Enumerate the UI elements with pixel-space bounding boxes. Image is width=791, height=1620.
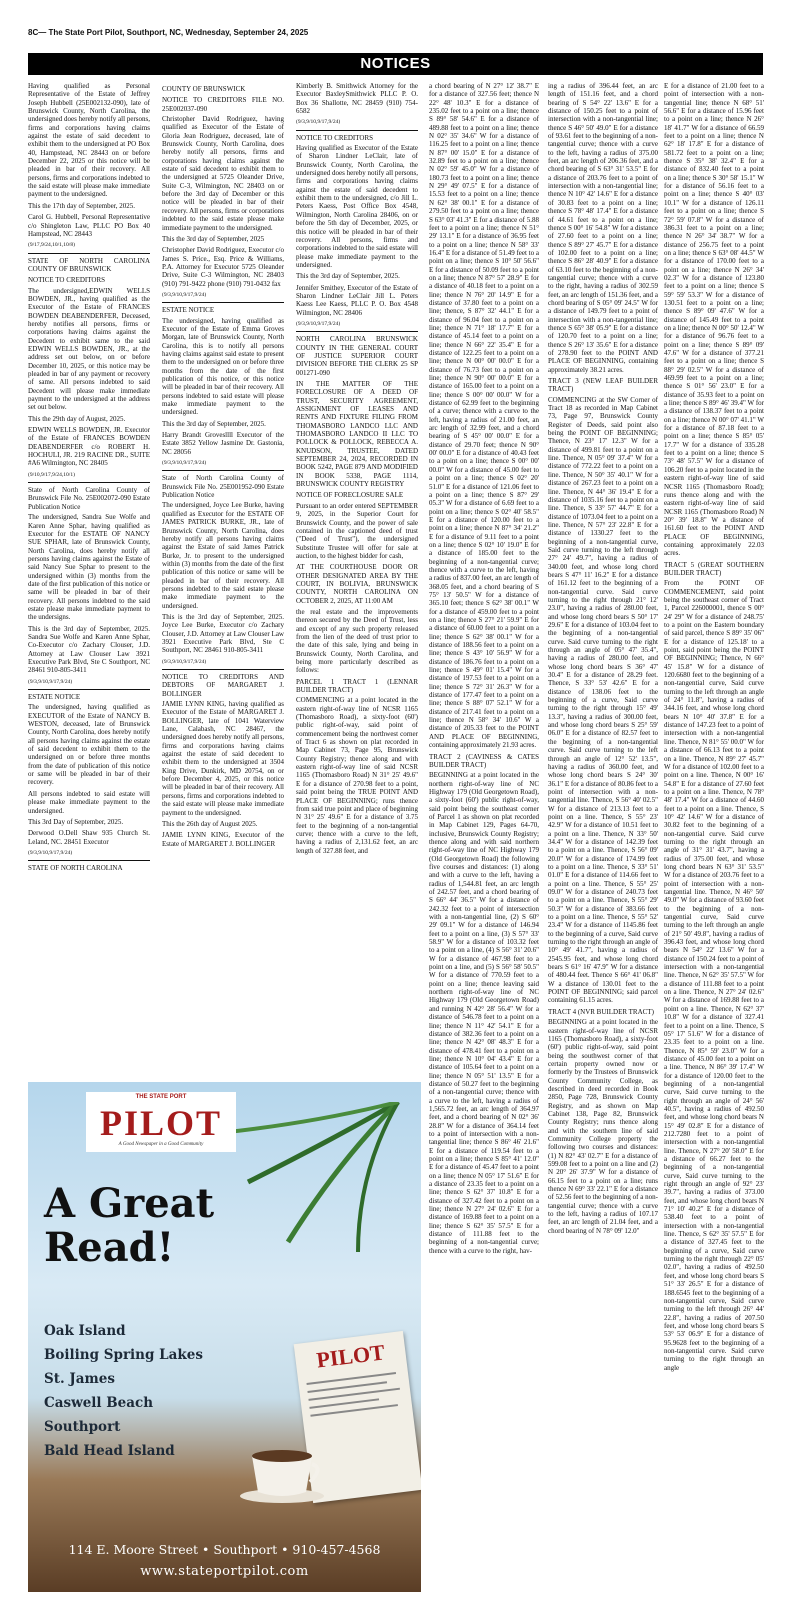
notice-paragraph: Having qualified as Executor of the Estate of Sharon Lindner LeClair, late of Brunswick County, North Carolina, the undersigned does hereby notify all persons, firms and corporations having claims against the estate of said decedent to exhibit them to the undersigned, c/o Jill L. Peters Kaess, Post Office Box 4548, Wilmington, North Carolina 28406, on or before the 5th day of December, 2025, or this notice will be pleaded in bar of their recovery. All persons, firms and corporations indebted to the said estate will please make immediate payment to the undersigned. [296, 144, 418, 269]
notice-paragraph: COMMENCING at a point located in the eastern right-of-way line of NCSR 1165 (Thomasboro Road), a sixty-foot (60') public right-of-way, said point of commencement being the northwest corner of Tract 6 as shown on plat recorded in Map Cabinet 73, Page 95, Brunswick County Registry; thence along and with eastern right-of-way line of said NCSR 1165 (Thomasboro Road) N 31° 25' 49.6" E for a distance of 270.98 feet to a point, said point being the TRUE POINT AND PLACE OF BEGINNING; runs thence from said true point and place of beginning N 31° 25' 49.6" E for a distance of 3.75 feet to the beginning of a non-tangential curve; thence with a curve to the left, having a radius of 2,131.62 feet, an arc length of 327.88 feet, and [296, 696, 418, 855]
notices-column-6 [664, 82, 764, 1594]
publication-dates: (9/3,9/10,9/17,9/24) [296, 320, 341, 327]
notice-paragraph: JAMIE LYNN KING, Executor of the Estate of MARGARET J. BOLLINGER [162, 831, 284, 848]
notice-heading: State of North Carolina County of Brunswick File No. 25E001952-090 Estate Publication Notice [162, 474, 284, 500]
publication-dates: (9/17,9/24,10/1,10/8) [28, 242, 75, 249]
place-item: Caswell Beach [44, 1395, 154, 1411]
notice-paragraph: Derwood O.Dell Shaw 935 Church St. Leland, NC. 28451 Executor [28, 829, 150, 846]
legal-description-text: From the POINT OF COMMENCEMENT, said point being the southeast corner of Tract 1, Parcel 226000001, thence S 00° 24' 29" W for a distance of 248.75' to a point on the Eastern boundary of said parcel, thence S 89° 35' 06" E for a distance of 125.18' to a point, said point being the POINT OF BEGINNING; Thence, N 66° 45' 15.8" W for a distance of 120.6680 feet to the beginning of a non-tangential curve, Said curve turning to the left through an angle of 24° 11.8", having a radius of 344.16 feet, and whose long chord bears N 10° 40' 37.8" E for a distance of 147.23 feet to a point of intersection with a non-tangential line. Thence, N 81° 55' 00.0" W for a distance of 66.13 feet to a point on a line. Thence, N 89° 27' 45.7" W for a distance of 102.00 feet to a point on a line. Thence, N 00° 16' 54.8" E for a distance of 27.60 feet to a point on a line. Thence, N 78° 48' 17.4" W for a distance of 44.60 feet to a point on a line. Thence, S 10° 42' 14.6" W for a distance of 30.82 feet to the beginning of a non-tangential curve. Said curve turning to the right through an angle of 31° 31' 43.7", having a radius of 375.00 feet, and whose long chord bears N 63° 31' 53.5" W for a distance of 203.76 feet to a point of intersection with a non-tangential line. Thence, N 46° 50' 49.0" W for a distance of 93.60 feet to the beginning of a non-tangential curve, Said curve turning to the left through an angle of 21° 50' 49.8", having a radius of 396.43 feet, and whose long chord bears N 54° 22' 13.6" W for a distance of 150.24 feet to a point of intersection with a non-tangential line. Thence, N 62° 35' 57.5" W for a distance of 111.88 feet to a point on a line. Thence, N 27° 24' 02.6" W for a distance of 169.88 feet to a point on a line. Thence, N 62° 37' 10.8" W for a distance of 327.41 feet to a point on a line. Thence, S 05° 17' 51.6" W for a distance of 23.35 feet to a point on a line. Thence, N 85° 59' 23.0" W for a distance of 45.00 feet to a point on a line. Thence, N 86° 39' 17.4" W for a distance of 120.00 feet to the beginning of a non-tangential curve, Said curve turning to the right through an angle of 24° 56' 40.5", having a radius of 492.50 feet, and whose long chord bears N 15° 49' 02.8" E for a distance of 212.7280 feet to a point of intersection with a non-tangential line. Thence, N 27° 20' 58.0" E for a distance of 66.27 feet to the beginning of a non-tangential curve, Said curve turning to the right through an angle of 92° 23' 39.7", having a radius of 373.00 feet, and whose long chord bears N 71° 10' 40.2" E for a distance of 538.40 feet to a point of intersection with a non-tangential line. Thence, S 62° 35' 57.5" E for a distance of 327.45 feet to the beginning of a curve, Said curve turning to the right through 22° 05' 02.0", having a radius of 492.50 feet, and whose long chord bears S 51° 33' 26.5" E for a distance of 188.6545 feet to the beginning of a non-tangential curve, Said curve turning to the left through 26° 44' 22.8", having a radius of 207.50 feet, and whose long chord bears S 53° 53' 06.9" E for a distance of 95.9628 feet to the beginning of a non-tangential curve. Said curve turning to the right through an angle [664, 579, 764, 1372]
legal-description-text: BEGINNING at a point located in the northern right-of-way line of NC Highway 179 (Old Georgetown Road), a sixty-foot (60') public right-of-way, said point being the southeast corner of Parcel 1 as shown on plat recorded in Map Cabinet 129, Pages 64-70, inclusive, Brunswick County Registry; thence along and with said northern right-of-way line of NC Highway 179 (Old Georgetown Road) the following five courses and distances: (1) along and with a curve to the left, having a radius of 1,544.81 feet, an arc length of 242.57 feet, and a chord bearing of S 66° 44' 36.5" W for a distance of 242.32 feet to a point of intersection with a non-tangential line, (2) S 60° 29' 09.1" W for a distance of 146.94 feet to a point on a line, (3) S 57° 33' 58.9" W for a distance of 103.32 feet to a point on a line, (4) S 56° 31' 20.6" W for a distance of 467.98 feet to a point on a line, and (5) S 56° 58' 50.5" W for a distance of 770.59 feet to a point on a line; thence leaving said northern right-of-way line of NC Highway 179 (Old Georgetown Road) and running N 42° 28' 56.4" W for a distance of 546.78 feet to a point on a line; thence N 11° 42' 54.1" E for a distance of 382.36 feet to a point on a line; thence N 42° 08' 48.3" E for a distance of 478.41 feet to a point on a line; thence N 10° 04' 43.4" E for a distance of 105.64 feet to a point on a line; thence N 05° 51' 13.5" E for a distance of 50.27 feet to the beginning of a non-tangential curve; thence with a curve to the left, having a radius of 1,565.72 feet, an arc length of 364.97 feet, and a chord bearing of N 02° 36' 28.8" W for a distance of 364.14 feet to a point of intersection with a non-tangential line; thence S 86° 46' 21.6" E for a distance of 119.54 feet to a point on a line; thence S 85° 41' 12.0" E for a distance of 45.47 feet to a point on a line; thence N 05° 17' 51.6" E for a distance of 23.35 feet to a point on a line; thence S 62° 37' 10.8" E for a distance of 327.42 feet to a point on a line; thence N 27° 24' 02.6" E for a distance of 169.88 feet to a point on a line; thence S 62° 35' 57.5" E for a distance of 111.88 feet to the beginning of a non-tangential curve; thence with a curve to the right, hav- [429, 771, 539, 1255]
notice-paragraph: This the 3rd day of September, 2025. [296, 272, 400, 281]
notice-paragraph: This is the 3rd day of September, 2025. Joyce Lee Burke, Executor c/o Zachary Clouser, J.D. Attorney at Law Clouser Law 3921 Executive Park Blvd, Ste C Southport, NC 28461 910-805-3411 [162, 612, 284, 655]
legal-description-text: ing a radius of 396.44 feet, an arc length of 151.16 feet, and a chord bearing of S 54° 22' 13.6" E for a distance of 150.25 feet to a point of intersection with a non-tangential line; thence S 46° 50' 49.0" E for a distance of 93.61 feet to the beginning of a non-tangential curve; thence with a curve to the left, having a radius of 375.00 feet, an arc length of 206.36 feet, and a chord bearing of S 63° 31' 53.5" E for a distance of 203.76 feet to a point of intersection with a non-tangential line; thence N 10° 42' 14.6" E for a distance of 30.83 feet to a point on a line; thence S 78° 48' 17.4" E for a distance of 44.61 feet to a point on a line; thence S 00° 16' 54.8" W for a distance of 27.60 feet to a point on a line; thence S 89° 27' 45.7" E for a distance of 102.00 feet to a point on a line; thence S 86° 28' 40.9" E for a distance of 63.10 feet to the beginning of a non-tangential curve; thence with a curve to the right, having a radius of 302.59 feet, an arc length of 151.36 feet, and a chord bearing of S 05° 09' 24.5" W for a distance of 149.79 feet to a point of intersection with a non-tangential line; thence S 65° 38' 05.9" E for a distance of 120.70 feet to a point on a line; thence S 26° 13' 35.6" E for a distance of 278.90 feet to the POINT AND PLACE OF BEGINNING, containing approximately 38.21 acres. [548, 82, 658, 374]
ad-places-list [44, 1319, 203, 1463]
legal-description-text: E for a distance of 21.00 feet to a point of intersection with a non-tangential line; thence N 68° 51' 56.6" E for a distance of 15.96 feet to a point on a line; thence N 26° 18' 41.7" W for a distance of 66.59 feet to a point on a line; thence N 62° 18' 17.8" E for a distance of 581.72 feet to a point on a line; thence S 35° 38' 32.4" E for a distance of 832.40 feet to a point on a line; thence S 30° 58' 15.1" W for a distance of 56.16 feet to a point on a line; thence S 40° 03' 10.1" W for a distance of 126.11 feet to a point on a line; thence S 72° 59' 07.8" W for a distance of 386.31 feet to a point on a line; thence N 26° 34' 38.7" W for a distance of 256.75 feet to a point on a line; thence S 63° 08' 44.5" W for a distance of 170.00 feet to a point on a line; thence N 26° 34' 02.3" W for a distance of 123.80 feet to a point on a line; thence S 59° 59' 53.3" W for a distance of 130.51 feet to a point on a line; thence S 89° 09' 47.6" W for a distance of 145.49 feet to a point on a line; thence N 00° 50' 12.4" W for a distance of 96.76 feet to a point on a line; thence S 89° 09' 47.6" W for a distance of 377.21 feet to a point on a line; thence S 88° 29' 02.5" W for a distance of 469.99 feet to a point on a line; thence S 01° 56' 23.0" E for a distance of 35.93 feet to a point on a line; thence S 89° 46' 39.4" W for a distance of 138.37 feet to a point on a line; thence N 00° 07' 41.1" W for a distance of 87.18 feet to a point on a line; thence S 85° 05' 17.7" W for a distance of 335.28 feet to a point on a line; thence S 73° 48' 57.5" W for a distance of 106.20 feet to a point located in the eastern right-of-way line of said NCSR 1165 (Thomasboro Road); runs thence along and with the eastern right-of-way line of said NCSR 1165 (Thomasboro Road) N 20° 39' 18.8" W a distance of 161.60 feet to the POINT AND PLACE OF BEGINNING, containing approximately 22.03 acres. [664, 82, 764, 558]
notice-paragraph: Kimberly B. Smithwick Attorney for the Executor BaxleySmithwick PLLC P. O. Box 36 Shallotte, NC 28459 (910) 754-6582 [296, 82, 418, 116]
place-item: St. James [44, 1371, 115, 1387]
notice-heading: NOTICE TO CREDITORS [28, 276, 106, 285]
notice-heading: State of North Carolina County of Brunswick File No. 25E002072-090 Estate Publication Notice [28, 486, 150, 511]
notice-paragraph: Jennifer Smithey, Executor of the Estate of Sharon Lindner LeClair Jill L. Peters Kaess Lee Kaess, PLLC P. O. Box 4548 Wilmington, NC 28406 [296, 283, 418, 317]
notice-paragraph: the real estate and the improvements thereon secured by the Deed of Trust, less and except of any such property released from the lien of the deed of trust prior to the date of this sale, lying and being in Brunswick County, North Carolina, and being more particularly described as follows: [296, 607, 418, 675]
publication-dates: (9/3,9/10,9/17,9/24) [162, 291, 207, 298]
notices-column-3 [296, 82, 418, 1082]
notice-paragraph: This the 29th day of August, 2025. [28, 414, 126, 423]
coffee-cup-illustration [238, 1442, 326, 1504]
tract-heading: TRACT 3 (NEW LEAF BUILDER TRACT) [548, 377, 658, 394]
paper-logo-text: PILOT [315, 1339, 387, 1373]
notices-column-4 [429, 82, 539, 1594]
publication-dates: (9/10,9/17,9/24,10/1) [28, 471, 75, 478]
notice-divider [162, 470, 284, 471]
headline-line-1: A Great [44, 1180, 215, 1227]
pilot-logo [86, 1092, 236, 1152]
notice-heading: NOTICE OF FORECLOSURE SALE [296, 491, 404, 500]
notice-heading: ESTATE NOTICE [162, 306, 215, 315]
notices-column-2 [162, 82, 284, 1082]
publication-dates: (9/3,9/10,9/17,9/24) [28, 678, 73, 685]
notice-heading: NOTICE TO CREDITORS AND DEBTORS OF MARGARET J. BOLLINGER [162, 673, 284, 698]
state-port-pilot-ad[interactable] [28, 1082, 421, 1592]
notice-paragraph: EDWIN WELLS BOWDEN, JR. Executor of the Estate of FRANCES BOWDEN DEABENDERFER c/o ROBERT H. HOCHULI, JR. 219 RACINE DR., SUITE #A6 Wilmington, NC 28405 [28, 426, 150, 468]
place-item: Bald Head Island [44, 1443, 175, 1459]
publication-dates: (9/3,9/10,9/17,9/24) [296, 119, 341, 126]
notice-paragraph: AT THE COURTHOUSE DOOR OR OTHER DESIGNATED AREA BY THE COURT, IN BOLIVIA, BRUNSWICK COUNTY, NORTH CAROLINA ON OCTOBER 2, 2025, AT 11:00 AM [296, 563, 418, 605]
place-item: Southport [44, 1419, 121, 1435]
notice-paragraph: This the 26th day of August 2025. [162, 819, 258, 828]
place-item: Boiling Spring Lakes [44, 1347, 203, 1363]
notice-divider [296, 331, 418, 332]
notice-divider [28, 253, 150, 254]
notice-divider [162, 669, 284, 670]
notice-divider [162, 302, 284, 303]
notice-paragraph: Christopher David Rodriguez, Executor c/o James S. Price., Esq. Price & Williams, P.A. Attorney for Executor 5725 Oleander Drive, Suite C-3 Wilmington, NC 28403 (910) 791-9422 phone (910) 791-0432 fax [162, 246, 284, 288]
place-item: Oak Island [44, 1323, 126, 1339]
notice-divider [28, 482, 150, 483]
ad-website-link[interactable]: www.stateportpilot.com [140, 1564, 309, 1579]
notice-paragraph: Christopher David Rodriguez, having qualified as Executor of the Estate of Gloria Jean Rodriguez, deceased, late of Brunswick County, North Carolina, does hereby notify all persons, firms and corporations having claims against the estate of said decedent to exhibit them to the undersigned at 5725 Oleander Drive, Suite C-3, Wilmington, NC 28403 on or before the 3rd day of December or this notice will be pleaded in bar of their recovery. All persons, firms or corporations indebted to the said estate please make immediate payment to the undersigned. [162, 115, 284, 232]
notices-column-1 [28, 82, 150, 1082]
legal-description-text: BEGINNING at a point located in the eastern right-of-way line of NCSR 1165 (Thomasboro Road), a sixty-foot (60') public right-of-way, said point being the southwest corner of that certain property owned now or formerly by the Trustees of Brunswick County Community College, as described in deed recorded in Book 2850, Page 728, Brunswick County Registry, and as shown on Map Cabinet 138, Page 82, Brunswick County Registry; runs thence along and with the southern line of said Community College property the following two courses and distances: (1) N 82° 43' 02.7" E for a distance of 599.08 feet to a point on a line and (2) N 20° 26' 37.9" W for a distance of 66.15 feet to a point on a line; runs thence N 69° 33' 22.1" E for a distance of 52.56 feet to the beginning of a non-tangential curve; thence with a curve to the left, having a radius of 107.17 feet, an arc length of 21.04 feet, and a chord bearing of N 78° 09' 12.0" [548, 1018, 658, 1235]
notices-banner: NOTICES [28, 53, 763, 75]
notice-paragraph: Carol G. Hubbell, Personal Representative c/o Shingleton Law, PLLC PO Box 40 Hampstead, NC 28443 [28, 213, 150, 238]
notice-paragraph: This is the 3rd day of September, 2025. Sandra Sue Wolfe and Karen Anne Sphar, Co-Executor c/o Zachary Clouser, J.D. Attorney at Law Clouser Law 3921 Executive Park Blvd, Ste C Southport, NC 28461 910-805-3411 [28, 624, 150, 675]
logo-tagline: A Good Newspaper in a Good Community [118, 1142, 204, 1147]
logo-big-text: PILOT [99, 1103, 223, 1143]
notice-heading: IN THE MATTER OF THE FORECLOSURE OF A DEED OF TRUST, SECURITY AGREEMENT, ASSIGNMENT OF LEASES AND RENTS AND FIXTURE FILING FROM THOMASBORO LANDCO LLC AND THOMASBORO LANDCO II LLC TO POLLOCK & POLLOCK, REBECCA A. KNUDSON, TRUSTEE, DATED SEPTEMBER 24, 2024, RECORDED IN BOOK 5242, PAGE 879 AND MODIFIED IN BOOK 5338, PAGE 1114, BRUNSWICK COUNTY REGISTRY [296, 380, 418, 489]
notice-heading: ESTATE NOTICE [28, 693, 81, 702]
logo-small-text: THE STATE PORT [135, 1094, 187, 1100]
tract-heading: TRACT 2 (CAVINESS & CATES BUILDER TRACT) [429, 752, 539, 769]
notice-paragraph: This 3rd Day of September, 2025. [28, 817, 124, 826]
publication-dates: (9/3,9/10,9/17,9/24) [162, 658, 207, 665]
notice-paragraph: The undersigned, Sandra Sue Wolfe and Karen Anne Sphar, having qualified as Executor for the ESTATE OF NANCY SUE SPHAR, late of Brunswick County, North Carolina, does hereby notify all persons having claims against the Estate of said Nancy Sue Sphar to present to the undersigned within (3) months from the date of the first publication of this notice or same will be pleaded in bar of their recovery. All persons indebted to the said estate please make immediate payment to the undersigns. [28, 513, 150, 622]
palm-leaves-illustration [208, 1102, 408, 1252]
notice-paragraph: Having qualified as Personal Representative of the Estate of Jeffrey Joseph Hubbell (25E002132-090), late of Brunswick County, North Carolina, the undersigned does hereby notify all persons, firms and corporations having claims against the estate of said decedent to exhibit them to the undersigned at PO Box 40, Hampstead, NC 28443 on or before December 22, 2025 or this notice will be pleaded in bar of their recovery. All persons, firms and corporations indebted to the said estate will please make immediate payment to the undersigned. [28, 82, 150, 199]
notice-paragraph: Harry Brandt Grovesllll Executor of the Estate 3852 Yellow Jasmine Dr. Gastonia, NC 28056 [162, 431, 284, 456]
notice-paragraph: The undersigned, having qualified as EXECUTOR of the Estate of NANCY B. WESTON, deceased, late of Brunswick County, North Carolina, does hereby notify all persons having claims against the estate of said decedent to exhibit them to the undersigned on or before three months from the date of publication of this notice or same will be pleaded in bar of their recovery. [28, 703, 150, 787]
notice-heading: NOTICE TO CREDITORS [296, 133, 374, 142]
notice-paragraph: This the 17th day of September, 2025. [28, 201, 136, 210]
notice-heading: COUNTY OF BRUNSWICK [162, 85, 246, 93]
notice-divider [296, 130, 418, 131]
notice-paragraph: This the 3rd day of September, 2025. [162, 419, 266, 428]
headline-line-2: Read! [44, 1224, 175, 1271]
notice-paragraph: The undersigned,EDWIN WELLS BOWDEN, JR., having qualified as the Executor of the Estate of FRANCES BOWDEN DEABENDERFER, Deceased, hereby notifies all persons, firms or corporations having claims against the Decedent to exhibit same to the said EDWIN WELLS BOWDEN, JR., at the address set out below, on or before December 10, 2025, or this notice may be pleaded in bar of any payment or recovery of same. All persons indebted to said Decedent will please make immediate payment to the undersigned at the address set out below. [28, 286, 150, 412]
ad-address-line: 114 E. Moore Street • Southport • 910-457-4568 [68, 1542, 381, 1557]
notice-heading: STATE OF NORTH CAROLINA COUNTY OF BRUNSWICK [28, 256, 150, 273]
notice-heading: PARCEL 1 TRACT 1 (LENNAR BUILDER TRACT) [296, 677, 418, 695]
notice-heading: NOTICE TO CREDITORS FILE NO. 25E002037-090 [162, 96, 284, 113]
notice-paragraph: The undersigned, Joyce Lee Burke, having qualified as Executor for the ESTATE OF JAMES PATRICK BURKE, JR., late of Brunswick County, North Carolina, does hereby notify all persons having claims against the Estate of said James Patrick Burke, Jr. to present to the undersigned within (3) months from the date of the first publication of this notice or same will be pleaded in bar of their recovery. All persons indebted to the said estate please make immediate payment to the undersigned. [162, 501, 284, 610]
notice-paragraph: This the 3rd day of September, 2025 [162, 234, 265, 243]
publication-dates: (9/3,9/10,9/17,9/24) [28, 849, 73, 856]
ad-headline [44, 1182, 214, 1270]
notice-paragraph: Pursuant to an order entered SEPTEMBER 9, 2025, in the Superior Court for Brunswick County, and the power of sale contained in the captioned deed of trust ("Deed of Trust"), the undersigned Substitute Trustee will offer for sale at auction, to the highest bidder for cash, [296, 501, 418, 560]
legal-description-text: a chord bearing of N 27° 12' 38.7" E for a distance of 327.56 feet; thence N 22° 48' 10.3" E for a distance of 235.02 feet to a point on a line; thence S 89° 58' 54.6" E for a distance of 489.88 feet to a point on a line; thence N 02° 35' 34.6" W for a distance of 116.25 feet to a point on a line; thence N 87° 00' 15.0" E for a distance of 32.89 feet to a point on a line; thence N 02° 59' 45.0" W for a distance of 180.73 feet to a point on a line; thence N 29° 49' 07.5" E for a distance of 15.53 feet to a point on a line; thence N 62° 38' 00.1" E for a distance of 279.50 feet to a point on a line; thence S 63° 03' 41.3" E for a distance of 5.88 feet to a point on a line; thence N 51° 29' 13.1" E for a distance of 36.95 feet to a point on a line; thence N 58° 33' 16.4" E for a distance of 51.49 feet to a point on a line; thence S 10° 50' 56.6" E for a distance of 50.09 feet to a point on a line; thence N 87° 57' 28.9" E for a distance of 40.18 feet to a point on a line; thence N 76° 20' 14.9" E for a distance of 37.80 feet to a point on a line; thence, S 87° 32' 44.1" E for a distance of 96.04 feet to a point on a line; thence N 71° 18' 17.7" E for a distance of 45.14 feet to a point on a line; thence N 66° 22' 35.4" E for a distance of 122.25 feet to a point on a line; thence N 00° 00' 00.0" E for a distance of 76.73 feet to a point on a line; thence N 90° 00' 00.0" E for a distance of 165.00 feet to a point on a line; thence S 00° 00' 00.0" W for a distance of 62.99 feet to the beginning of a curve; thence with a curve to the left, having a radius of 21.00 feet, an arc length of 32.99 feet, and a chord bearing of S 45° 00' 00.0" E for a distance of 29.70 feet; thence N 90° 00' 00.0" E for a distance of 40.43 feet to a point on a line; thence S 00° 00' 00.0" W for a distance of 45.00 feet to a point on a line; thence S 02° 20' 51.0" E for a distance of 121.06 feet to a point on a line; thence S 87° 29' 05.3" W for a distance of 6.69 feet to a point on a line; thence S 02° 40' 58.5" E for a distance of 120.00 feet to a point on a line; thence N 87° 34' 21.2" E for a distance of 9.11 feet to a point on a line; thence S 02° 10' 19.0" E for a distance of 185.00 feet to the beginning of a non-tangential curve; thence with a curve to the left, having a radius of 837.00 feet, an arc length of 368.05 feet, and a chord bearing of S 75° 13' 50.5" W for a distance of 365.10 feet; thence S 62° 38' 00.1" W for a distance of 459.00 feet to a point on a line; thence S 27° 21' 59.9" E for a distance of 60.00 feet to a point on a line; thence S 62° 38' 00.1" W for a distance of 188.56 feet to a point on a line; thence S 43° 10' 56.9" W for a distance of 186.76 feet to a point on a line; thence S 49° 01' 15.4" W for a distance of 197.53 feet to a point on a line; thence S 72° 31' 26.3" W for a distance of 177.47 feet to a point on a line; thence S 88° 07' 52.1" W for a distance of 217.41 feet to a point on a line; thence N 58° 34' 10.6" W a distance of 205.33 feet to the POINT AND PLACE OF BEGINNING, containing approximately 21.93 acres. [429, 82, 539, 750]
page-header: 8C— The State Port Pilot, Southport, NC, Wednesday, September 24, 2025 [28, 28, 309, 37]
notice-divider [28, 860, 150, 861]
notice-heading: NORTH CAROLINA BRUNSWICK COUNTY IN THE GENERAL COURT OF JUSTICE SUPERIOR COURT DIVISION BEFORE THE CLERK 25 SP 001271-090 [296, 335, 418, 377]
notice-paragraph: The undersigned, having qualified as Executor of the Estate of Emma Groves Morgan, late of Brunswick County, North Carolina, this is to notify all persons having claims against said estate to present them to the undersigned on or before three months from the date of the first publication of this notice, or this notice will be pleaded in bar of their recovery. All persons indebted to said estate will please make immediate payment to the undersigned. [162, 316, 284, 417]
tract-heading: TRACT 4 (NVR BUILDER TRACT) [548, 1007, 654, 1016]
publication-dates: (9/3,9/10,9/17,9/24) [162, 460, 207, 467]
notice-divider [28, 689, 150, 690]
notice-heading: STATE OF NORTH CAROLINA [28, 864, 123, 873]
tract-heading: TRACT 5 (GREAT SOUTHERN BUILDER TRACT) [664, 560, 764, 577]
notice-paragraph: JAMIE LYNN KING, having qualified as Executor of the Estate of MARGARET J. BOLLINGER, late of 1041 Waterview Lane, Calabash, NC 28467, the undersigned does hereby notify all persons, firms and corporations having claims against the estate of said decedent to exhibit them to the undersigned at 3504 King Drive, Dunkirk, MD 20754, on or before December 4, 2025, or this notice will be pleaded in bar of their recovery. All persons, firms and corporations indebted to the said estate will please make immediate payment to the undersigned. [162, 700, 284, 817]
notices-column-5 [548, 82, 658, 1594]
legal-description-text: COMMENCING at the SW Corner of Tract 18 as recorded in Map Cabinet 73, Page 97, Brunswick County Register of Deeds, said point also being the POINT OF BEGINNING; Thence, N 23° 17' 12.3" W for a distance of 499.81 feet to a point on a line. Thence, N 05° 09' 37.4" W for a distance of 772.22 feet to a point on a line. Thence, N 50° 35' 40.1" W for a distance of 267.23 feet to a point on a line. Thence, N 44° 36' 19.4" E for a distance of 1035.16 feet to a point on a line. Thence, S 33° 57' 44.7" E for a distance of 1073.04 feet to a point on a line. Thence, N 57° 23' 22.8" E for a distance of 1330.27 feet to the beginning of a non-tangential curve, Said curve turning to the left through 27° 24' 49.7", having a radius of 340.00 feet, and whose long chord bears S 47° 11' 16.2" E for a distance of 161.12 feet to the beginning of a non-tangential curve. Said curve turning to the right through 21° 12' 23.0", having a radius of 280.00 feet, and whose long chord bears S 50° 17' 29.6" E for a distance of 103.04 feet to the beginning of a non-tangential curve. Said curve turning to the right through an angle of 05° 47' 35.4", having a radius of 280.00 feet, and whose long chord bears S 36° 47' 30.4" E for a distance of 28.29 feet. Thence, S 33° 53' 42.6" E for a distance of 138.06 feet to the beginning of a curve, Said curve turning to the right through 15° 49' 13.3", having a radius of 300.00 feet, and whose long chord bears S 25° 59' 06.0" E for a distance of 82.57 feet to the beginning of a non-tangential curve. Said curve turning to the left through an angle of 12° 52' 13.5", having a radius of 360.00 feet, and whose long chord bears S 24° 30' 36.1" E for a distance of 80.86 feet to a point of intersection with a non-tangential line. Thence, S 56° 40' 02.5" W for a distance of 213.13 feet to a point on a line. Thence, S 55° 23' 42.9" W for a distance of 10.51 feet to a point on a line. Thence, N 33° 50' 34.4" W for a distance of 142.39 feet to a point on a line. Thence, S 56° 09' 20.0" W for a distance of 174.99 feet to a point on a line. Thence, S 33° 51' 01.0" E for a distance of 114.66 feet to a point on a line. Thence, S 55° 25' 09.0" W for a distance of 240.73 feet to a point on a line. Thence, S 55° 29' 50.3" W for a distance of 383.66 feet to a point on a line. Thence, S 55° 52' 23.4" W for a distance of 1145.86 feet to the beginning of a curve, Said curve turning to the right through an angle of 10° 49' 41.7", having a radius of 2545.95 feet, and whose long chord bears S 61° 16' 47.9" W for a distance of 480.44 feet. Thence S 66° 41' 06.8" W a distance of 130.01 feet to the POINT OF BEGINNING; said parcel containing 61.15 acres. [548, 395, 658, 1005]
notice-paragraph: All persons indebted to said estate will please make immediate payment to the undersigned. [28, 789, 150, 815]
